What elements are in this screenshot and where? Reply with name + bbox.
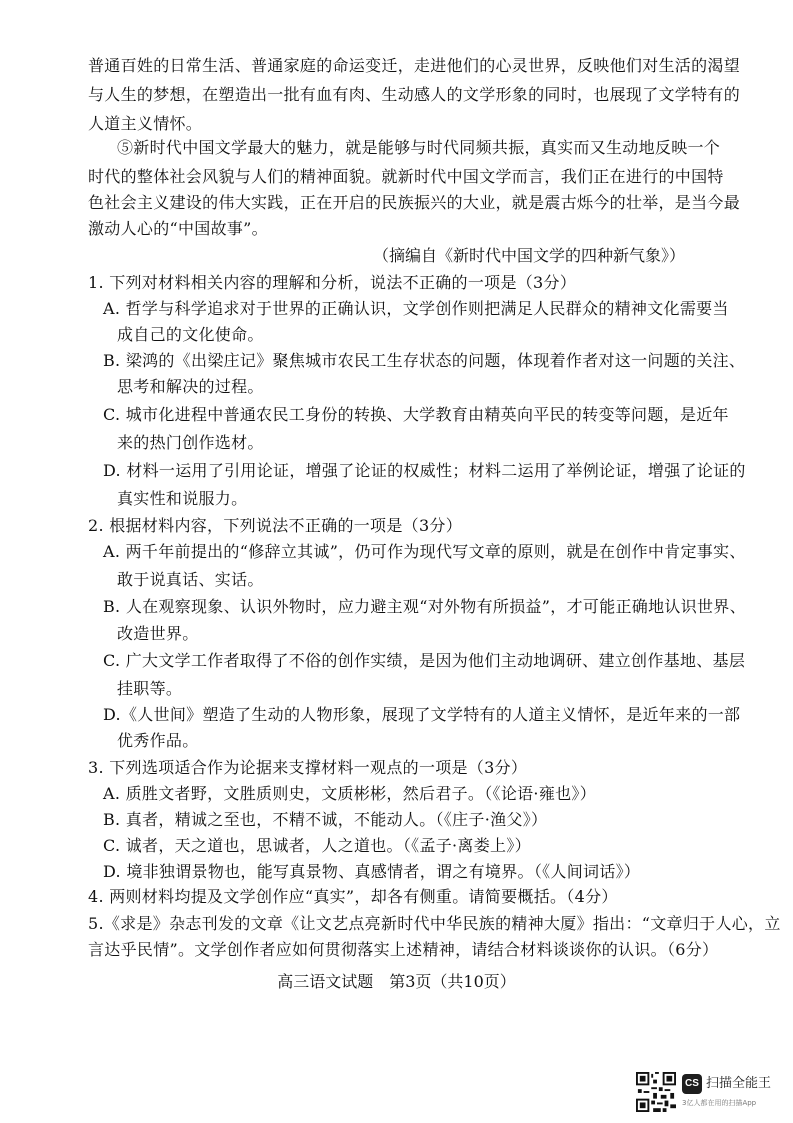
- passage-source: （摘编自《新时代中国文学的四种新气象》）: [372, 246, 685, 265]
- option-c: C. 城市化进程中普通农民工身份的转换、大学教育由精英向平民的转变等问题，是近年: [103, 405, 729, 424]
- scanner-watermark: [636, 1072, 786, 1116]
- passage-line: 与人生的梦想，在塑造出一批有血有肉、生动感人的文学形象的同时，也展现了文学特有的: [88, 85, 741, 104]
- scanner-logo-icon: CS: [682, 1074, 702, 1094]
- option-b: B. 人在观察现象、认识外物时，应力避主观“对外物有所损益”，才可能正确地认识世界、: [103, 597, 746, 616]
- option-c-cont: 来的热门创作选材。: [117, 433, 264, 452]
- passage-line: ⑤新时代中国文学最大的魅力，就是能够与时代同频共振，真实而又生动地反映一个: [117, 138, 721, 157]
- passage-line: 时代的整体社会风貌与人们的精神面貌。就新时代中国文学而言，我们正在进行的中国特: [88, 167, 724, 186]
- scanner-brand: 扫描全能王: [706, 1076, 772, 1091]
- option-b: B. 真者，精诚之至也，不精不诚，不能动人。（《庄子·渔父》）: [103, 810, 548, 829]
- question-4: 4. 两则材料均提及文学创作应“真实”，却各有侧重。请简要概括。（4分）: [88, 887, 618, 906]
- passage-line: 普通百姓的日常生活、普通家庭的命运变迁，走进他们的心灵世界，反映他们对生活的渴望: [88, 56, 741, 75]
- option-d: D. 境非独谓景物也，能写真景物、真感情者，谓之有境界。（《人间词话》）: [103, 862, 641, 881]
- qr-code-icon: [636, 1072, 676, 1112]
- question-stem: 3. 下列选项适合作为论据来支撑材料一观点的一项是（3分）: [88, 758, 528, 777]
- option-b-cont: 思考和解决的过程。: [117, 377, 264, 396]
- option-c: C. 诚者，天之道也，思诚者，人之道也。（《孟子·离娄上》）: [103, 836, 531, 855]
- option-d: D. 材料一运用了引用论证，增强了论证的权威性；材料二运用了举例论证，增强了论证的: [103, 461, 746, 480]
- option-b-cont: 改造世界。: [117, 624, 199, 643]
- option-d-cont: 真实性和说服力。: [117, 489, 248, 508]
- question-5: 5.《求是》杂志刊发的文章《让文艺点亮新时代中华民族的精神大厦》指出：“文章归于人心，立: [88, 914, 781, 933]
- option-a: A. 哲学与科学追求对于世界的正确认识，文学创作则把满足人民群众的精神文化需要当: [103, 299, 729, 318]
- scanner-tagline: 3亿人都在用的扫描App: [682, 1099, 757, 1107]
- option-d-cont: 优秀作品。: [117, 731, 199, 750]
- passage-line: 激动人心的“中国故事”。: [88, 219, 268, 238]
- question-stem: 1. 下列对材料相关内容的理解和分析，说法不正确的一项是（3分）: [88, 273, 577, 292]
- page-footer: 高三语文试题 第3页（共10页）: [277, 972, 516, 991]
- option-a: A. 两千年前提出的“修辞立其诚”，仍可作为现代写文章的原则，就是在创作中肯定事实、: [103, 542, 746, 561]
- option-c-cont: 挂职等。: [117, 679, 183, 698]
- option-a-cont: 成自己的文化使命。: [117, 325, 264, 344]
- passage-line: 色社会主义建设的伟大实践，正在开启的民族振兴的大业，就是震古烁今的壮举，是当今最: [88, 193, 741, 212]
- option-b: B. 梁鸿的《出梁庄记》聚焦城市农民工生存状态的问题，体现着作者对这一问题的关注、: [103, 351, 746, 370]
- option-d: D.《人世间》塑造了生动的人物形象，展现了文学特有的人道主义情怀，是近年来的一部: [103, 705, 741, 724]
- passage-line: 人道主义情怀。: [88, 114, 203, 133]
- option-a: A. 质胜文者野，文胜质则史，文质彬彬，然后君子。（《论语·雍也》）: [103, 784, 597, 803]
- option-c: C. 广大文学工作者取得了不俗的创作实绩，是因为他们主动地调研、建立创作基地、基层: [103, 651, 746, 670]
- question-stem: 2. 根据材料内容，下列说法不正确的一项是（3分）: [88, 516, 463, 535]
- option-a-cont: 敢于说真话、实话。: [117, 570, 264, 589]
- question-5-cont: 言达乎民情”。文学创作者应如何贯彻落实上述精神，请结合材料谈谈你的认识。（6分）: [88, 940, 719, 959]
